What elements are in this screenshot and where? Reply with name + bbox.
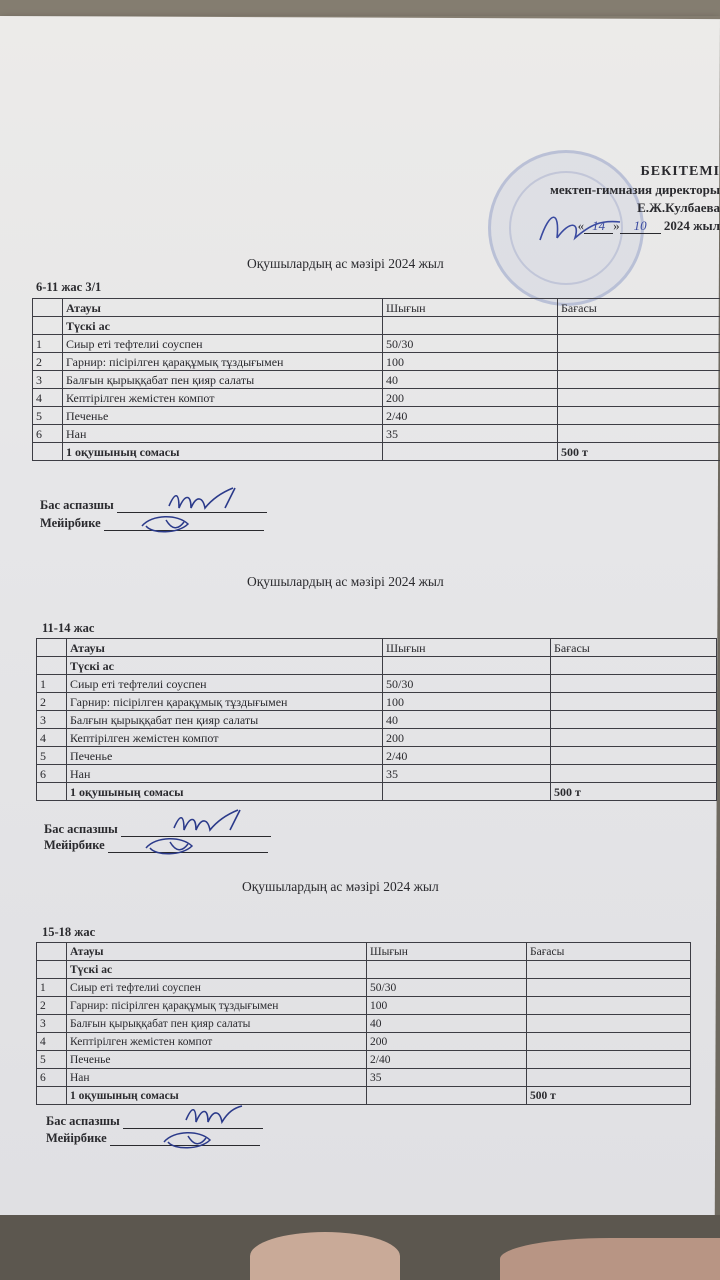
row-number: 3	[37, 711, 67, 729]
row-amount: 2/40	[367, 1051, 527, 1069]
table-header-row	[33, 299, 720, 317]
approval-position: мектеп-гимназия директоры	[550, 182, 720, 197]
row-dish: Сиыр еті тефтелиі соуспен	[67, 675, 383, 693]
subheader-lunch: Түскі ас	[67, 657, 383, 675]
row-dish: Сиыр еті тефтелиі соуспен	[63, 335, 383, 353]
row-dish: Гарнир: пісірілген қарақұмық тұздығымен	[67, 997, 367, 1015]
blank-cell	[33, 317, 63, 335]
row-price	[551, 675, 717, 693]
row-dish: Печенье	[67, 747, 383, 765]
row-number: 4	[37, 729, 67, 747]
row-number: 1	[37, 979, 67, 997]
row-amount: 100	[367, 997, 527, 1015]
blank-cell	[367, 1087, 527, 1105]
total-label: 1 оқушының сомасы	[63, 443, 383, 461]
table-row	[33, 353, 720, 371]
row-number: 4	[33, 389, 63, 407]
row-number: 1	[33, 335, 63, 353]
blank-cell	[383, 317, 558, 335]
nurse-signature-line-3	[46, 1131, 260, 1146]
row-price	[527, 1069, 691, 1087]
date-day: 14	[584, 218, 613, 234]
table-row	[37, 747, 717, 765]
blank-cell	[558, 317, 720, 335]
row-price	[551, 747, 717, 765]
date-open-quote: «	[577, 218, 585, 233]
total-label: 1 оқушының сомасы	[67, 1087, 367, 1105]
menu-table-1	[32, 298, 720, 461]
blank-cell	[37, 943, 67, 961]
blank-cell	[383, 657, 551, 675]
row-number: 3	[37, 1015, 67, 1033]
table-row	[37, 1015, 691, 1033]
menu-title-1: Оқушылардың ас мәзірі 2024 жыл	[247, 256, 444, 271]
row-amount: 50/30	[367, 979, 527, 997]
header-amount: Шығын	[383, 299, 558, 317]
row-number: 6	[33, 425, 63, 443]
menu-title-2: Оқушылардың ас мәзірі 2024 жыл	[247, 574, 444, 589]
row-amount: 2/40	[383, 407, 558, 425]
header-name: Атауы	[67, 639, 383, 657]
row-number: 2	[37, 997, 67, 1015]
menu-table-2	[36, 638, 717, 801]
row-dish: Гарнир: пісірілген қарақұмық тұздығымен	[67, 693, 383, 711]
blank-cell	[37, 657, 67, 675]
row-amount: 200	[367, 1033, 527, 1051]
blank-cell	[383, 443, 558, 461]
table-row	[37, 711, 717, 729]
chef-label: Бас аспазшы	[44, 822, 118, 836]
nurse-signature-3	[160, 1128, 220, 1154]
blank-cell	[551, 657, 717, 675]
header-name: Атауы	[67, 943, 367, 961]
total-value: 500 т	[527, 1087, 691, 1105]
table-row	[37, 729, 717, 747]
row-price	[527, 1015, 691, 1033]
total-value: 500 т	[551, 783, 717, 801]
row-amount: 2/40	[383, 747, 551, 765]
row-price	[527, 1033, 691, 1051]
row-dish: Гарнир: пісірілген қарақұмық тұздығымен	[63, 353, 383, 371]
row-price	[551, 729, 717, 747]
table-header-row	[37, 943, 691, 961]
header-price: Бағасы	[558, 299, 720, 317]
blank-cell	[383, 783, 551, 801]
header-amount: Шығын	[383, 639, 551, 657]
row-price	[527, 1051, 691, 1069]
subheader-lunch: Түскі ас	[67, 961, 367, 979]
row-amount: 40	[383, 711, 551, 729]
nurse-signature-2	[142, 834, 202, 860]
row-number: 5	[33, 407, 63, 425]
row-amount: 40	[383, 371, 558, 389]
approval-title: БЕКІТЕМІ	[640, 164, 720, 179]
row-number: 2	[37, 693, 67, 711]
row-dish: Кептірілген жемістен компот	[63, 389, 383, 407]
row-number: 4	[37, 1033, 67, 1051]
row-price	[527, 979, 691, 997]
row-amount: 50/30	[383, 335, 558, 353]
row-amount: 100	[383, 693, 551, 711]
row-amount: 200	[383, 389, 558, 407]
row-price	[558, 389, 720, 407]
blank-cell	[33, 443, 63, 461]
row-amount: 35	[367, 1069, 527, 1087]
age-group-3: 15-18 жас	[42, 925, 96, 939]
director-signature	[535, 200, 625, 260]
row-amount: 35	[383, 425, 558, 443]
row-number: 1	[37, 675, 67, 693]
header-amount: Шығын	[367, 943, 527, 961]
row-amount: 200	[383, 729, 551, 747]
row-number: 6	[37, 765, 67, 783]
row-price	[551, 693, 717, 711]
row-price	[551, 711, 717, 729]
age-group-2: 11-14 жас	[42, 621, 95, 635]
nurse-signature-1	[138, 512, 198, 538]
table-total-row	[37, 783, 717, 801]
row-dish: Печенье	[67, 1051, 367, 1069]
date-month: 10	[620, 218, 661, 234]
header-name: Атауы	[63, 299, 383, 317]
row-dish: Кептірілген жемістен компот	[67, 1033, 367, 1051]
row-price	[551, 765, 717, 783]
date-year: 2024 жыл	[663, 218, 720, 233]
table-row	[37, 1069, 691, 1087]
menu-title-3: Оқушылардың ас мәзірі 2024 жыл	[242, 879, 439, 894]
row-dish: Балғын қырыққабат пен қияр салаты	[63, 371, 383, 389]
table-header-row	[37, 639, 717, 657]
total-label: 1 оқушының сомасы	[67, 783, 383, 801]
row-price	[558, 371, 720, 389]
table-subheader-row	[37, 961, 691, 979]
subheader-lunch: Түскі ас	[63, 317, 383, 335]
table-row	[33, 371, 720, 389]
table-row	[37, 675, 717, 693]
table-row	[33, 425, 720, 443]
row-price	[558, 407, 720, 425]
blank-cell	[367, 961, 527, 979]
blank-cell	[37, 1087, 67, 1105]
table-row	[37, 997, 691, 1015]
row-price	[558, 335, 720, 353]
table-total-row	[37, 1087, 691, 1105]
row-dish: Кептірілген жемістен компот	[67, 729, 383, 747]
table-row	[33, 335, 720, 353]
row-price	[527, 997, 691, 1015]
row-dish: Балғын қырыққабат пен қияр салаты	[67, 711, 383, 729]
row-amount: 40	[367, 1015, 527, 1033]
row-dish: Балғын қырыққабат пен қияр салаты	[67, 1015, 367, 1033]
row-number: 6	[37, 1069, 67, 1087]
blank-cell	[527, 961, 691, 979]
total-value: 500 т	[558, 443, 720, 461]
header-price: Бағасы	[551, 639, 717, 657]
row-dish: Печенье	[63, 407, 383, 425]
floor-object	[250, 1232, 400, 1280]
chef-signature-3	[182, 1100, 252, 1130]
approval-director-name: Е.Ж.Кулбаева	[637, 200, 720, 215]
menu-table-3	[36, 942, 691, 1105]
floor-object-2	[500, 1238, 720, 1280]
row-number: 5	[37, 747, 67, 765]
table-row	[37, 1051, 691, 1069]
row-amount: 35	[383, 765, 551, 783]
table-row	[33, 389, 720, 407]
chef-label: Бас аспазшы	[40, 498, 114, 512]
age-group-1: 6-11 жас 3/1	[36, 280, 102, 294]
row-dish: Нан	[67, 1069, 367, 1087]
blank-cell	[37, 783, 67, 801]
table-row	[37, 765, 717, 783]
chef-label: Бас аспазшы	[46, 1114, 120, 1128]
table-total-row	[33, 443, 720, 461]
row-number: 5	[37, 1051, 67, 1069]
row-dish: Нан	[63, 425, 383, 443]
table-row	[37, 979, 691, 997]
row-number: 2	[33, 353, 63, 371]
date-close-quote: »	[613, 218, 620, 233]
table-subheader-row	[37, 657, 717, 675]
row-price	[558, 425, 720, 443]
row-dish: Сиыр еті тефтелиі соуспен	[67, 979, 367, 997]
blank-cell	[37, 639, 67, 657]
row-dish: Нан	[67, 765, 383, 783]
table-row	[37, 693, 717, 711]
nurse-label: Мейірбике	[44, 838, 105, 852]
table-row	[33, 407, 720, 425]
row-amount: 100	[383, 353, 558, 371]
row-price	[558, 353, 720, 371]
header-price: Бағасы	[527, 943, 691, 961]
table-subheader-row	[33, 317, 720, 335]
nurse-label: Мейірбике	[40, 516, 101, 530]
row-amount: 50/30	[383, 675, 551, 693]
table-row	[37, 1033, 691, 1051]
blank-cell	[33, 299, 63, 317]
row-number: 3	[33, 371, 63, 389]
blank-cell	[37, 961, 67, 979]
nurse-label: Мейірбике	[46, 1131, 107, 1145]
